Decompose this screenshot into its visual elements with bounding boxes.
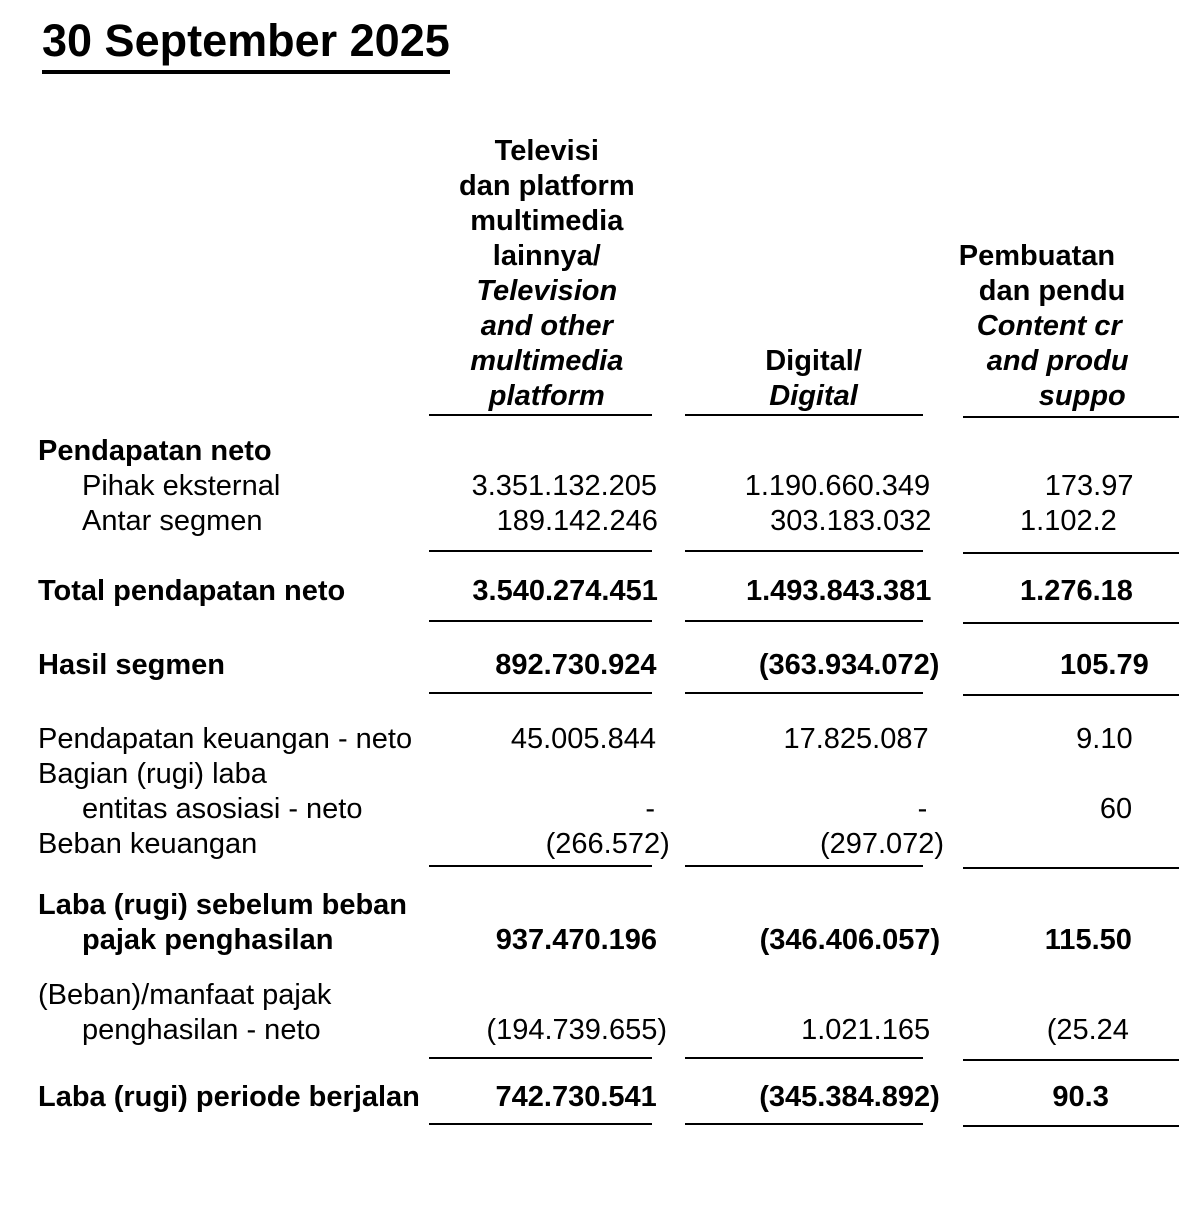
value-digital: 1.493.843.381 (745, 575, 932, 607)
value-television: 189.142.246 (496, 505, 658, 537)
row-label: Total pendapatan neto (38, 575, 346, 607)
table-header-row (0, 134, 1179, 414)
pre-tax-rule (0, 865, 1179, 867)
value-content-creation: 9.10 (1076, 723, 1133, 755)
value-television: (266.572) (545, 828, 670, 860)
column-header-digital: Digital/ Digital (765, 345, 862, 412)
value-content-creation: 115.50 (1044, 924, 1132, 956)
row-label: Laba (rugi) sebelum beban pajak penghasilan (38, 889, 407, 956)
row-label: Laba (rugi) periode berjalan (38, 1081, 420, 1113)
row-pendapatan-keuangan (0, 722, 1179, 757)
value-digital: 1.021.165 (801, 1014, 931, 1046)
value-content-creation: (25.24 (1046, 1014, 1129, 1046)
value-content-creation: 105.79 (1060, 649, 1149, 681)
value-television: (194.739.655) (486, 1014, 667, 1046)
row-hasil-segmen (0, 648, 1179, 683)
value-content-creation: 60 (1099, 793, 1133, 825)
value-content-creation: 173.97 (1044, 470, 1134, 502)
row-label: Pendapatan neto (38, 435, 272, 467)
row-beban-manfaat-pajak (0, 978, 1179, 1048)
row-label: Bagian (rugi) laba entitas asosiasi - neto (38, 758, 363, 825)
value-television: - (645, 793, 656, 825)
row-bagian-rugi-laba (0, 757, 1179, 827)
value-digital: - (917, 793, 928, 825)
value-content-creation: 1.102.2 (1020, 505, 1117, 537)
segment-rule (0, 692, 1179, 694)
net-income-rule (0, 1057, 1179, 1059)
header-rule (0, 414, 1179, 416)
row-antar-segmen (0, 504, 1179, 539)
value-content-creation: 1.276.18 (1020, 575, 1133, 607)
value-digital: (346.406.057) (759, 924, 941, 956)
row-label: Pendapatan keuangan - neto (38, 723, 413, 755)
closing-rule (0, 1123, 1179, 1125)
value-digital: (297.072) (819, 828, 945, 860)
value-digital: 1.190.660.349 (744, 470, 931, 502)
row-label: (Beban)/manfaat pajak penghasilan - neto (38, 979, 332, 1046)
value-television: 742.730.541 (495, 1081, 657, 1113)
value-television: 892.730.924 (495, 649, 657, 681)
row-laba-periode-berjalan (0, 1080, 1179, 1115)
value-television: 45.005.844 (510, 723, 656, 755)
row-label: Beban keuangan (38, 828, 258, 860)
value-television: 3.540.274.451 (472, 575, 658, 607)
row-label: Antar segmen (82, 505, 263, 537)
column-header-television: Televisi dan platform multimedia lainnya/ Television and other multimedia platform (458, 135, 635, 412)
subtotal-rule (0, 550, 1179, 552)
column-header-content-creation: Pembuatan dan pendu Content cr and produ suppo (958, 240, 1129, 412)
value-television: 3.351.132.205 (471, 470, 658, 502)
value-digital: 17.825.087 (783, 723, 929, 755)
row-total-pendapatan-neto (0, 574, 1179, 609)
value-digital: 303.183.032 (770, 505, 932, 537)
row-label: Hasil segmen (38, 649, 225, 681)
row-label: Pihak eksternal (82, 470, 281, 502)
row-pihak-eksternal (0, 469, 1179, 504)
page-title: 30 September 2025 (42, 14, 450, 74)
value-television: 937.470.196 (495, 924, 658, 956)
row-pendapatan-neto (0, 434, 1179, 469)
row-laba-sebelum-pajak (0, 888, 1179, 958)
value-digital: (363.934.072) (758, 649, 940, 681)
total-rule (0, 620, 1179, 622)
value-content-creation: 90.3 (1052, 1081, 1109, 1113)
row-beban-keuangan (0, 827, 1179, 862)
value-digital: (345.384.892) (759, 1081, 940, 1113)
